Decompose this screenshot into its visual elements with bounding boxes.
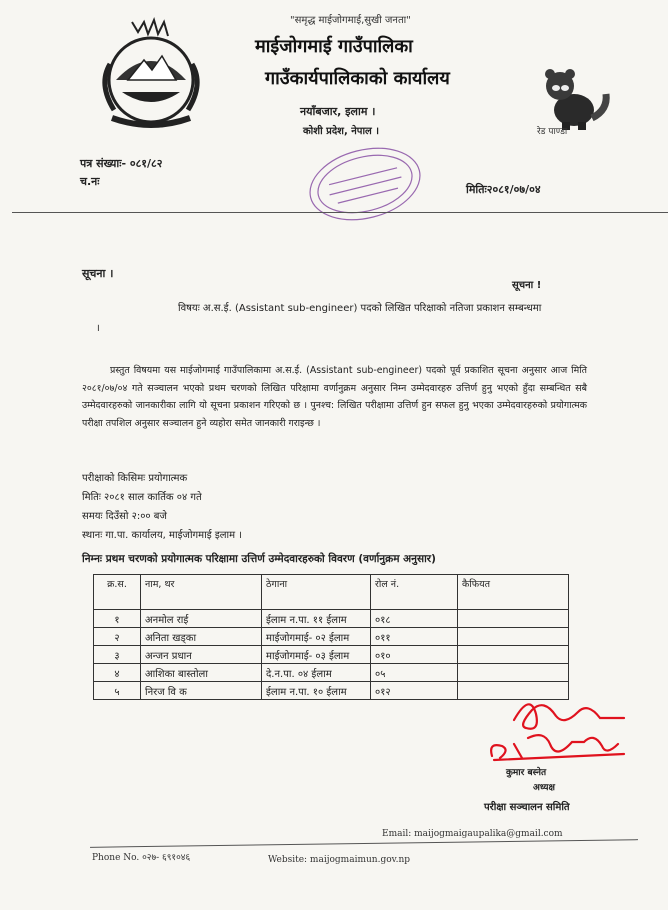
table-row — [94, 664, 569, 682]
cell-roll-no: ०१० — [371, 646, 458, 664]
footer-phone: Phone No. ०२७- ६९१०४६ — [92, 853, 191, 863]
cell-address: ईलाम न.पा. ११ ईलाम — [262, 610, 371, 628]
dispatch-number: च.नः — [80, 175, 100, 188]
letter-date: मितिः२०८१/०७/०४ — [466, 183, 541, 196]
notice-body: प्रस्तुत विषयमा यस माईजोगमाई गाउँपालिकामा अ.स.ई. (Assistant sub-engineer) पदको पूर्व प्रकाशित सूचना अनुसार आज मिति २०८१/०७/०४ गते सञ्चालन भएको प्रथम चरणको लिखित परिक्षामा वर्णानुक्रम अनुसार निम्न उम्मेदवारहरु उत्तिर्ण हुनु भएको हुँदा सम्बन्धित सबै उम्मेदवारहरुको जानकारीका लागि यो सूचना प्रकाशन गरिएको छ । पुनश्च: लिखित परीक्षामा उत्तिर्ण हुन सफल हुनु भएका उम्मेदवारहरुको प्रयोगात्मक परीक्षा तपशिल अनुसार सञ्चालन हुने व्यहोरा समेत जानकारी गराइन्छ । — [82, 365, 587, 429]
notice-heading-left: सूचना । — [82, 267, 114, 280]
cell-serial: २ — [94, 628, 141, 646]
cell-remarks — [458, 610, 569, 628]
office-stamp-icon — [300, 140, 430, 228]
nepal-emblem-icon — [92, 14, 210, 134]
exam-venue: स्थानः गा.पा. कार्यालय, माईजोगमाई इलाम । — [82, 530, 243, 541]
address-line-1: नयाँबजार, इलाम । — [300, 105, 376, 118]
panda-caption: रेड पाण्डा — [537, 127, 568, 137]
table-row — [94, 628, 569, 646]
cell-address: माईजोगमाई- ०३ ईलाम — [262, 646, 371, 664]
cell-name: अनिता खड्का — [141, 628, 262, 646]
header-remarks: कैफियत — [458, 575, 569, 610]
cell-roll-no: ०१२ — [371, 682, 458, 700]
notice-heading-right: सूचना ! — [512, 280, 542, 291]
cell-remarks — [458, 664, 569, 682]
exam-time: समयः दिउँसो २:०० बजे — [82, 511, 167, 522]
table-row — [94, 646, 569, 664]
signatory-role: अध्यक्ष — [533, 783, 555, 793]
header-roll-no: रोल नं. — [371, 575, 458, 610]
signatory-committee: परीक्षा सञ्चालन समिति — [484, 802, 570, 813]
exam-date: मितिः २०८१ साल कार्तिक ०४ गते — [82, 492, 202, 503]
cell-serial: ४ — [94, 664, 141, 682]
footer-divider — [90, 839, 638, 848]
cell-name: निरज वि क — [141, 682, 262, 700]
office-name: गाउँकार्यपालिकाको कार्यालय — [265, 68, 450, 89]
cell-remarks — [458, 628, 569, 646]
cell-roll-no: ०११ — [371, 628, 458, 646]
cell-address: दे.न.पा. ०४ ईलाम — [262, 664, 371, 682]
header-name: नाम, थर — [141, 575, 262, 610]
table-title: निम्नः प्रथम चरणको प्रयोगात्मक परिक्षामा उत्तिर्ण उम्मेदवारहरुको विवरण (वर्णानुक्रम अनुसार) — [82, 553, 436, 565]
footer-website: Website: maijogmaimun.gov.np — [268, 855, 411, 865]
letter-number: पत्र संख्याः- ०८१/८२ — [80, 157, 163, 170]
cell-name: अन्जन प्रधान — [141, 646, 262, 664]
table-row — [94, 610, 569, 628]
cell-serial: ५ — [94, 682, 141, 700]
cell-name: आशिका बास्तोला — [141, 664, 262, 682]
cell-roll-no: ०५ — [371, 664, 458, 682]
table-header-row — [94, 575, 569, 610]
cell-address: ईलाम न.पा. १० ईलाम — [262, 682, 371, 700]
cell-serial: ३ — [94, 646, 141, 664]
cell-address: माईजोगमाई- ०२ ईलाम — [262, 628, 371, 646]
cell-roll-no: ०१८ — [371, 610, 458, 628]
address-line-2: कोशी प्रदेश, नेपाल । — [303, 126, 380, 137]
candidates-table — [93, 574, 569, 700]
exam-type: परीक्षाको किसिमः प्रयोगात्मक — [82, 473, 188, 484]
cell-name: अनमोल राई — [141, 610, 262, 628]
signatory-name: कुमार बस्नेत — [506, 768, 547, 778]
municipality-name: माईजोगमाई गाउँपालिका — [255, 36, 413, 57]
handwritten-signature-icon — [474, 686, 644, 776]
header-address: ठेगाना — [262, 575, 371, 610]
cell-serial: १ — [94, 610, 141, 628]
header-serial: क्र.स. — [94, 575, 141, 610]
footer-email: Email: maijogmaigaupalika@gmail.com — [382, 829, 563, 839]
subject-line-end: । — [96, 323, 100, 334]
slogan: "समृद्ध माईजोगमाई,सुखी जनता" — [290, 15, 411, 26]
header-divider — [12, 212, 668, 213]
subject-line: विषयः अ.स.ई. (Assistant sub-engineer) पदको लिखित परिक्षाको नतिजा प्रकाशन सम्बन्धमा — [178, 303, 542, 314]
cell-remarks — [458, 646, 569, 664]
red-panda-icon — [532, 60, 612, 132]
